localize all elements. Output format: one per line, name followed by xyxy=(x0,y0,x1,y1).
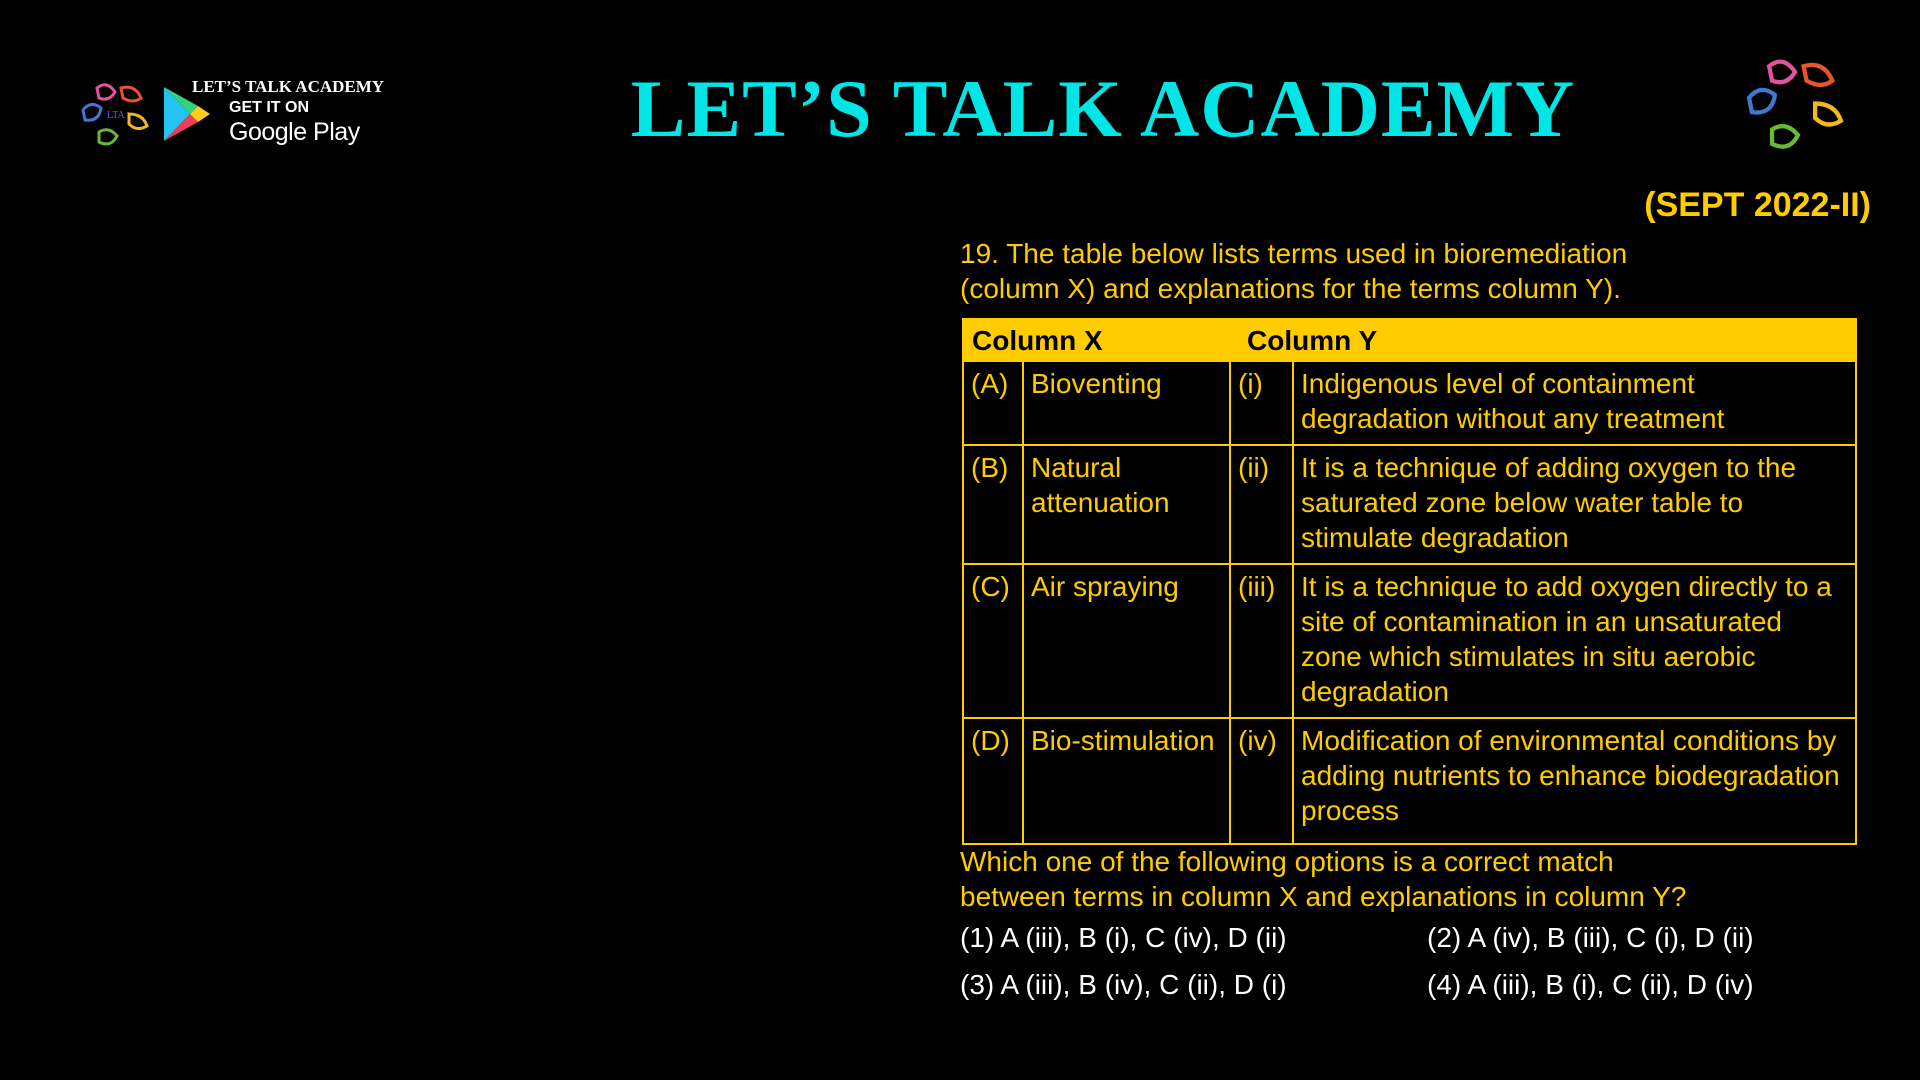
exam-tag: (SEPT 2022-II) xyxy=(1644,186,1871,224)
term: Bio-stimulation xyxy=(1023,718,1230,844)
table-row xyxy=(963,361,1856,445)
page-title: LET’S TALK ACADEMY xyxy=(630,63,1576,154)
store-line1[interactable]: GET IT ON xyxy=(229,99,309,116)
row-label-y: (iv) xyxy=(1230,718,1293,844)
table-row xyxy=(963,564,1856,718)
option-3[interactable]: (3) A (iii), B (iv), C (ii), D (i) xyxy=(960,969,1287,1000)
table-row xyxy=(963,445,1856,564)
term: Bioventing xyxy=(1023,361,1230,445)
term: Natural attenuation xyxy=(1023,445,1230,564)
row-label-y: (ii) xyxy=(1230,445,1293,564)
row-label-x: (C) xyxy=(963,564,1023,718)
table-header xyxy=(963,319,1856,361)
prompt-line2: between terms in column X and explanations in column Y? xyxy=(960,881,1687,912)
row-label-x: (B) xyxy=(963,445,1023,564)
brand-small: LET’S TALK ACADEMY xyxy=(192,77,385,96)
explanation: It is a technique of adding oxygen to the saturated zone below water table to stimulate degradation xyxy=(1293,445,1856,564)
header-column-x: Column X xyxy=(963,319,1230,361)
term: Air spraying xyxy=(1023,564,1230,718)
row-label-y: (i) xyxy=(1230,361,1293,445)
question-line2: (column X) and explanations for the terms column Y). xyxy=(960,273,1621,304)
explanation: It is a technique to add oxygen directly to a site of contamination in an unsaturated zone which stimulates in situ aerobic degradation xyxy=(1293,564,1856,718)
prompt-line1: Which one of the following options is a correct match xyxy=(960,846,1614,877)
row-label-x: (D) xyxy=(963,718,1023,844)
explanation: Indigenous level of containment degradation without any treatment xyxy=(1293,361,1856,445)
academy-logo-right xyxy=(1739,49,1851,161)
question-line1: 19. The table below lists terms used in bioremediation xyxy=(960,238,1628,269)
explanation: Modification of environmental conditions by adding nutrients to enhance biodegradation process xyxy=(1293,718,1856,844)
row-label-x: (A) xyxy=(963,361,1023,445)
match-table xyxy=(962,318,1857,845)
logo-text: LTA xyxy=(107,110,125,121)
row-label-y: (iii) xyxy=(1230,564,1293,718)
option-2[interactable]: (2) A (iv), B (iii), C (i), D (ii) xyxy=(1427,922,1754,953)
option-4[interactable]: (4) A (iii), B (i), C (ii), D (iv) xyxy=(1427,969,1754,1000)
option-1[interactable]: (1) A (iii), B (i), C (iv), D (ii) xyxy=(960,922,1287,953)
store-line2[interactable]: Google Play xyxy=(229,118,360,146)
header-column-y: Column Y xyxy=(1230,319,1856,361)
table-row xyxy=(963,718,1856,844)
